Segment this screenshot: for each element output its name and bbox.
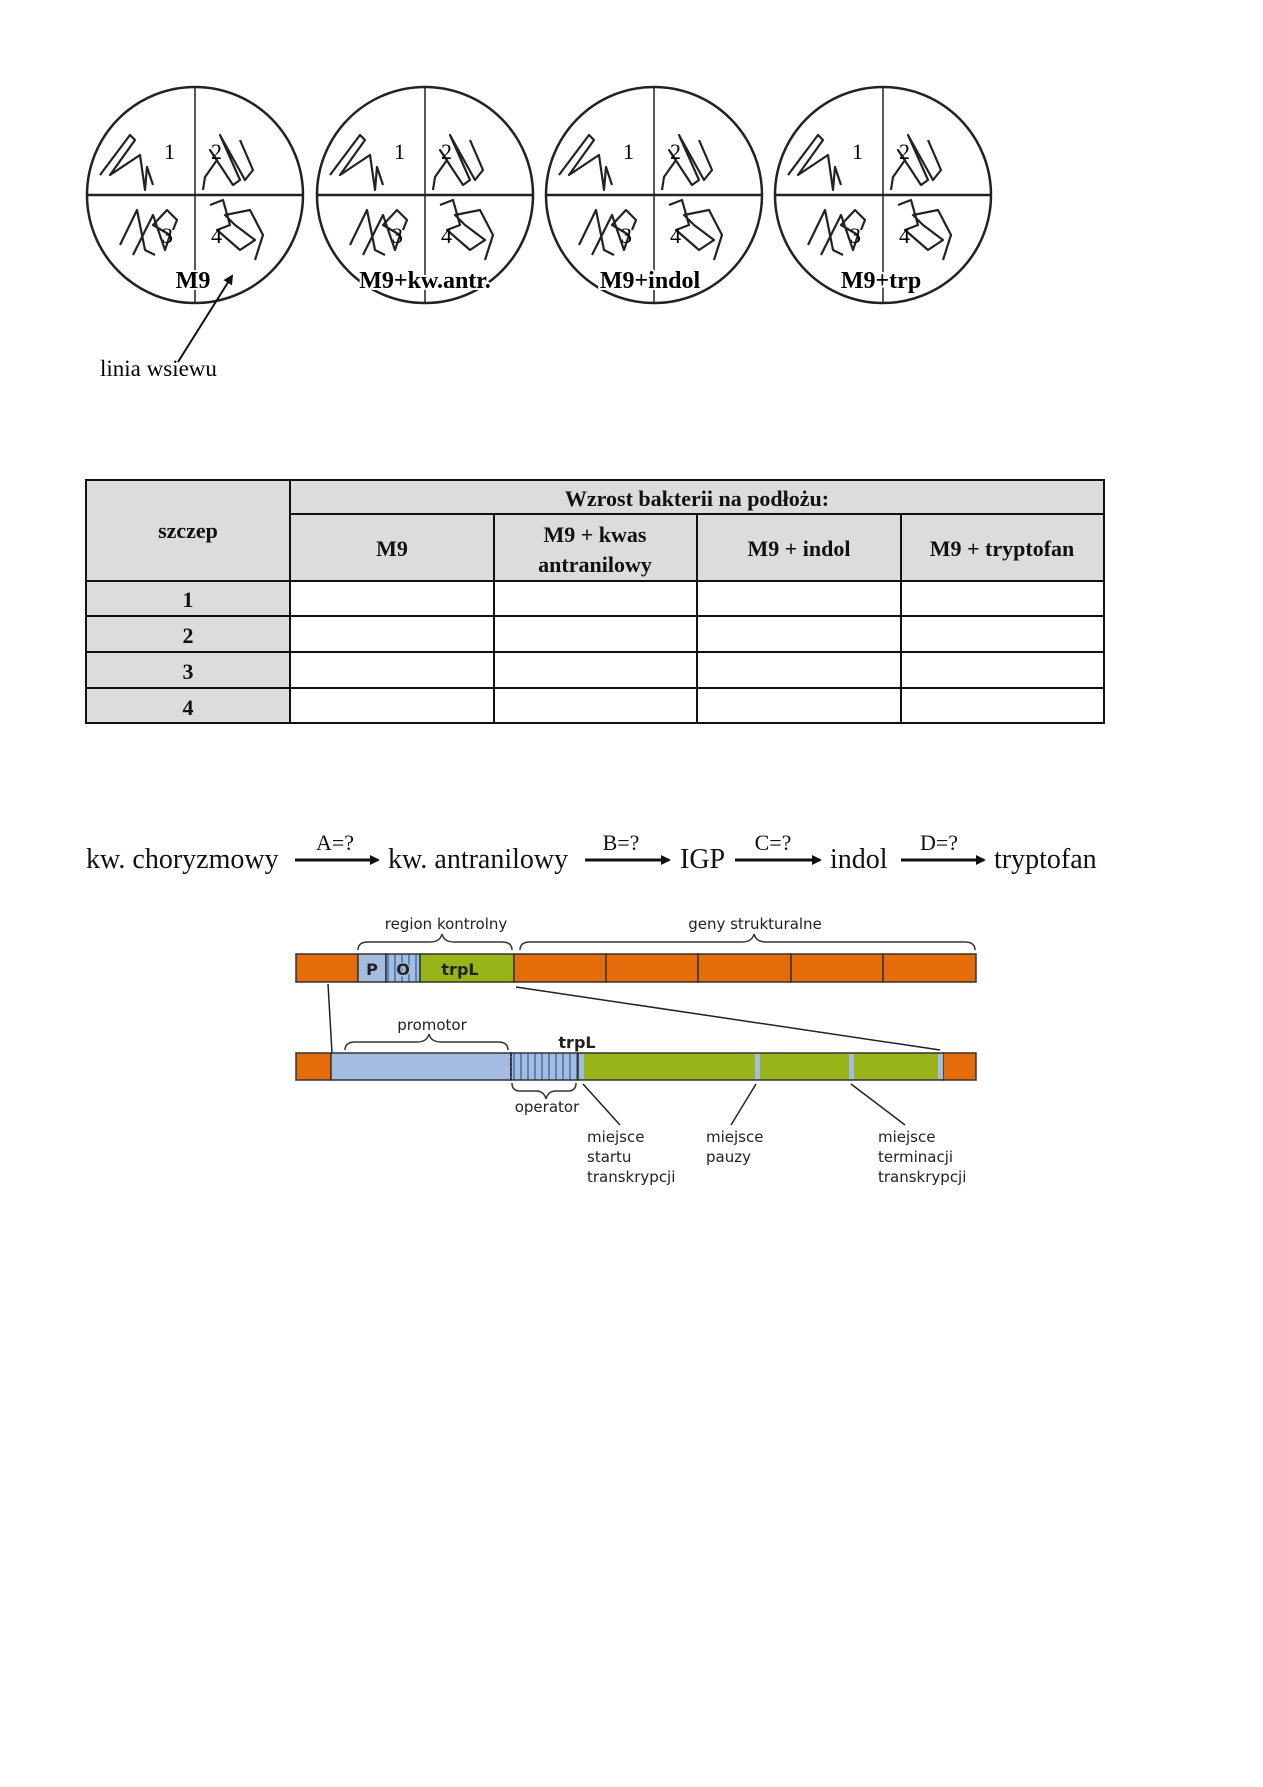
label-start-3: transkrypcji — [587, 1168, 676, 1186]
sector-1: 1 — [623, 139, 634, 164]
brace-control-region — [358, 934, 512, 950]
compound-igp: IGP — [680, 844, 726, 875]
sector-2: 2 — [670, 139, 681, 164]
sector-4: 4 — [899, 223, 910, 248]
row-strain-2: 2 — [182, 623, 194, 648]
plate-m9-indole — [546, 87, 762, 303]
medium-label: M9+trp — [840, 268, 922, 294]
brace-promoter — [345, 1034, 508, 1050]
sector-2: 2 — [899, 139, 910, 164]
label-pause-2: pauzy — [706, 1148, 751, 1166]
brace-structural-genes — [520, 934, 975, 950]
col-anthranilic-line1: M9 + kwas — [543, 522, 647, 547]
row-strain-3: 3 — [182, 659, 194, 684]
compound-tryptophan: tryptofan — [994, 844, 1097, 875]
end-mark — [938, 1054, 943, 1079]
sector-4: 4 — [441, 223, 452, 248]
trpL-box: trpL — [441, 960, 479, 979]
compound-indole: indol — [830, 844, 888, 875]
operator-box: O — [396, 960, 410, 979]
label-trpL: trpL — [558, 1033, 596, 1052]
label-termination-2: terminacji — [878, 1148, 954, 1166]
biosynthesis-pathway — [86, 830, 1097, 875]
pause-site-mark — [755, 1054, 760, 1079]
growth-table — [86, 480, 1104, 723]
row-strain-1: 1 — [182, 587, 194, 612]
medium-label: M9+indol — [599, 268, 701, 294]
col-tryptophan: M9 + tryptofan — [929, 536, 1075, 561]
pointer-start — [583, 1084, 620, 1125]
sector-2: 2 — [441, 139, 452, 164]
sector-3: 3 — [621, 223, 632, 248]
col-m9: M9 — [376, 536, 408, 561]
brace-operator — [512, 1083, 576, 1099]
promoter-box: P — [366, 960, 378, 979]
sector-4: 4 — [670, 223, 681, 248]
streak-label: linia wsiewu — [100, 356, 217, 381]
enzyme-b: B=? — [602, 830, 640, 855]
enzyme-d: D=? — [919, 830, 959, 855]
compound-anthranilate: kw. antranilowy — [388, 844, 569, 875]
enzyme-c: C=? — [754, 830, 792, 855]
leader-bar — [296, 1053, 976, 1080]
label-promoter: promotor — [397, 1016, 467, 1034]
pointer-termination — [851, 1084, 905, 1125]
label-operator: operator — [514, 1098, 580, 1116]
plate-m9-tryptophan — [775, 87, 991, 303]
start-site-mark — [579, 1054, 584, 1079]
label-termination-3: transkrypcji — [878, 1168, 967, 1186]
zoom-line-left — [328, 984, 332, 1053]
sector-1: 1 — [164, 139, 175, 164]
sector-4: 4 — [211, 223, 222, 248]
label-start-2: startu — [587, 1148, 632, 1166]
sector-3: 3 — [162, 223, 173, 248]
label-control-region: region kontrolny — [384, 915, 508, 933]
sector-1: 1 — [852, 139, 863, 164]
sector-2: 2 — [211, 139, 222, 164]
medium-label: M9 — [175, 268, 211, 294]
medium-label: M9+kw.antr. — [359, 268, 491, 294]
col-anthranilic-line2: antranilowy — [538, 552, 652, 577]
plate-m9 — [87, 87, 303, 303]
compound-chorismate: kw. choryzmowy — [86, 844, 279, 875]
sector-3: 3 — [850, 223, 861, 248]
trp-operon-diagram — [296, 915, 976, 1186]
label-pause-1: miejsce — [706, 1128, 764, 1146]
sector-1: 1 — [394, 139, 405, 164]
row-strain-4: 4 — [182, 695, 194, 720]
sector-3: 3 — [392, 223, 403, 248]
plate-m9-anthranilic — [317, 87, 533, 303]
col-indole: M9 + indol — [747, 536, 851, 561]
strain-header: szczep — [158, 518, 218, 543]
growth-header: Wzrost bakterii na podłożu: — [564, 486, 830, 511]
termination-site-mark — [849, 1054, 854, 1079]
pointer-pause — [731, 1084, 756, 1125]
label-termination-1: miejsce — [878, 1128, 936, 1146]
label-structural-genes: geny strukturalne — [688, 915, 822, 933]
enzyme-a: A=? — [315, 830, 355, 855]
label-start-1: miejsce — [587, 1128, 645, 1146]
